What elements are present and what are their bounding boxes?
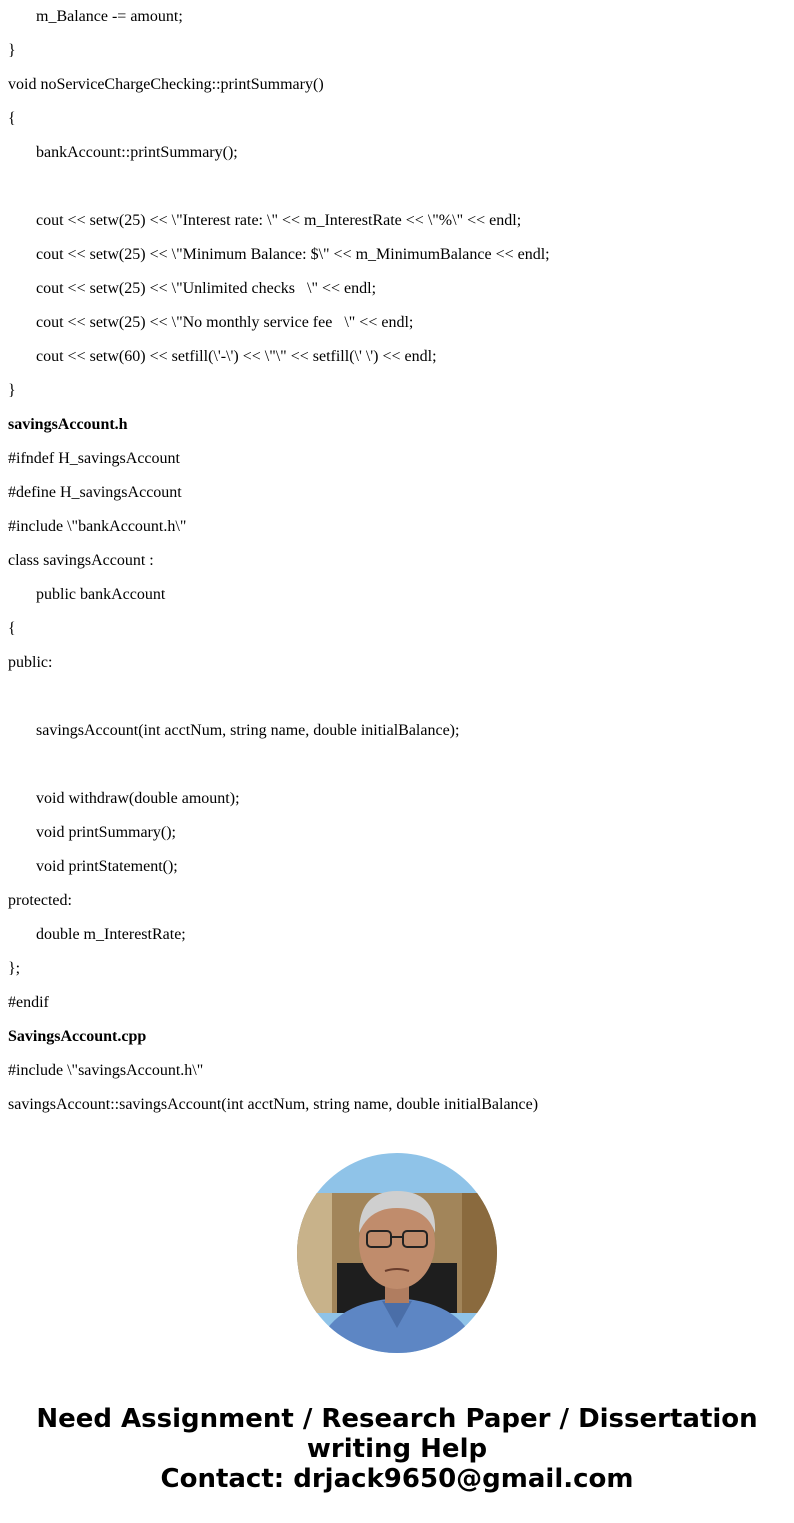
code-line: } — [8, 382, 16, 399]
code-line: #define H_savingsAccount — [8, 484, 182, 501]
code-line: public bankAccount — [36, 586, 166, 603]
code-line: { — [8, 620, 16, 637]
code-line: bankAccount::printSummary(); — [36, 144, 238, 161]
code-line: #include \"bankAccount.h\" — [8, 518, 187, 535]
code-line: { — [8, 110, 16, 127]
code-line: double m_InterestRate; — [36, 926, 186, 943]
code-line — [8, 748, 550, 782]
code-line: cout << setw(25) << \"Unlimited checks \" << endl; — [36, 280, 377, 297]
code-line: #include \"savingsAccount.h\" — [8, 1062, 204, 1079]
code-line — [8, 170, 550, 204]
code-line: #ifndef H_savingsAccount — [8, 450, 180, 467]
code-line: }; — [8, 960, 21, 977]
contact-banner — [0, 1404, 794, 1494]
file-heading: savingsAccount.h — [8, 416, 128, 433]
code-line: protected: — [8, 892, 72, 909]
code-line — [8, 680, 550, 714]
code-line: void printStatement(); — [36, 858, 178, 875]
code-line: void withdraw(double amount); — [36, 790, 240, 807]
code-line: cout << setw(25) << \"Minimum Balance: $\" << m_MinimumBalance << endl; — [36, 246, 550, 263]
banner-contact-email: Contact: drjack9650@gmail.com — [160, 1464, 634, 1494]
code-line: m_Balance -= amount; — [36, 8, 183, 25]
code-line: public: — [8, 654, 53, 671]
code-line: cout << setw(60) << setfill(\'-\') << \"\" << setfill(\' \') << endl; — [36, 348, 437, 365]
banner-line-2: writing Help — [306, 1434, 488, 1464]
code-line: savingsAccount::savingsAccount(int acctNum, string name, double initialBalance) — [8, 1096, 539, 1113]
code-line: } — [8, 42, 16, 59]
code-line: cout << setw(25) << \"No monthly service fee \" << endl; — [36, 314, 414, 331]
file-heading: SavingsAccount.cpp — [8, 1028, 147, 1045]
code-line: #endif — [8, 994, 49, 1011]
code-document — [8, 0, 550, 1122]
code-line: savingsAccount(int acctNum, string name, double initialBalance); — [36, 722, 460, 739]
code-line: void noServiceChargeChecking::printSummary() — [8, 76, 324, 93]
code-line: void printSummary(); — [36, 824, 176, 841]
author-avatar — [297, 1153, 497, 1353]
banner-line-1: Need Assignment / Research Paper / Dissertation — [36, 1404, 758, 1434]
code-line: class savingsAccount : — [8, 552, 154, 569]
code-line: cout << setw(25) << \"Interest rate: \" << m_InterestRate << \"%\" << endl; — [36, 212, 522, 229]
